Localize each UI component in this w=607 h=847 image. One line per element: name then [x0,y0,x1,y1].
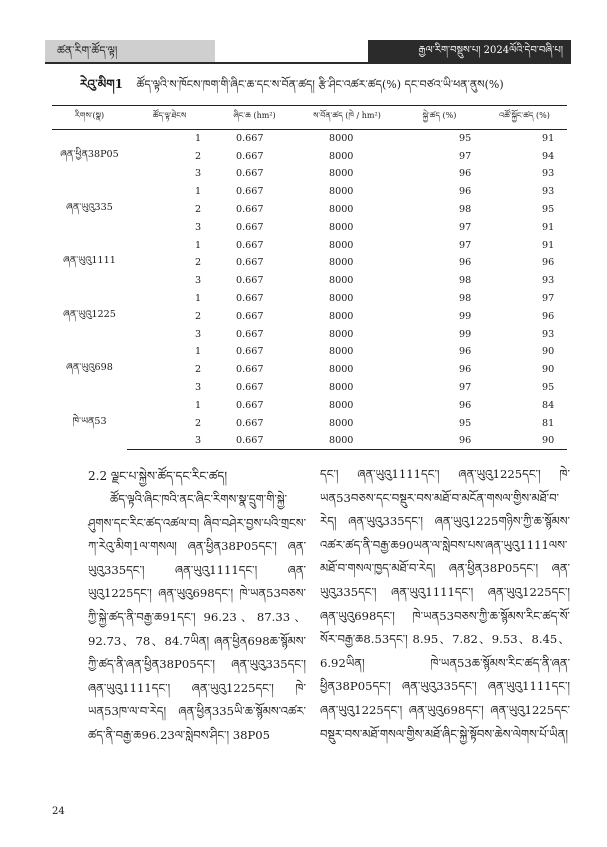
cell-area: 0.667 [236,417,264,429]
cell-area: 0.667 [236,239,264,251]
cell-density: 8000 [329,221,354,233]
header-germination: སྐྱེ་ཚད (%) [397,106,482,130]
running-header-right: རྒྱལ་རིག་བསྡུས་པ། 2024ལོའི་དེབ་བཞི་པ། [368,40,571,62]
cell-density: 8000 [329,239,354,251]
cell-area: 0.667 [236,293,264,305]
body-left-column: ཚོད་ལྟའི་ཞིང་ཁའི་ནང་ཞིང་རིགས་སྣ་དྲུག་གི་སྐྱེ་ཤུགས་དང་རིང་ཚད་འཚལ་བ། ཞིབ་བཤེར་བྱས་པའི་གྲངས་ཀ་རེའུ་མིག1ལ་གསལ། ཞན་ཕྱིན38P05དང་། ཞན་ཡུའུ335དང་། ཞན་ཡུའུ1111དང་། ཞན་ཡུའུ1225དང་། ཞན་ཡུའུ698དང་། ཁེ་ཡན53བཅས་ཀྱི་སྐྱེ་ཚད་ནི་བརྒྱ་ཆ91དང་། 96.23、87.33、92.73、78、84.7ཡིན། ཞན་ཕྱིན698ཆ་སྙོམས་ཀྱི་ཚད་ནི་ཞན་ཕྱིན38P05དང་། ཞན་ཡུའུ335དང་། ཞན་ཡུའུ1111དང་། ཞན་ཡུའུ1225དང་། ཁེ་ཡན53ཁ་ལ་བ་རེད། ཞན་ཕྱིན335ཡི་ཆ་སྙོམས་འཚར་ཚད་ནི་བརྒྱ་ཆ96.23ལ་སླེབས་ཤིང་། 38P05 [88,492,306,742]
table-body [52,130,567,450]
table-row [52,272,567,290]
table-row [52,236,567,254]
cell-replicate: 3 [195,328,202,340]
table-row [52,325,567,343]
cell-rate: 96 [542,310,555,322]
cell-density: 8000 [329,364,354,376]
cell-rate: 91 [542,221,555,233]
table-row [52,254,567,272]
cell-germination: 96 [459,168,472,180]
table-row [52,130,567,148]
cell-area: 0.667 [236,186,264,198]
cell-replicate: 2 [195,257,202,269]
cell-germination: 97 [459,382,472,394]
cell-rate: 81 [542,417,555,429]
cell-density: 8000 [329,399,354,411]
cell-replicate: 1 [195,133,202,145]
cell-area: 0.667 [236,168,264,180]
table-row [52,414,567,432]
cell-replicate: 3 [195,221,202,233]
header-species: རིགས་(སྣ) [52,106,127,130]
cell-rate: 94 [542,150,555,162]
cell-germination: 97 [459,221,472,233]
cell-species: ཞན་ཡུའུ335 [66,202,113,214]
cell-density: 8000 [329,257,354,269]
table-row [52,290,567,308]
table-row [52,396,567,414]
header-replicate: ཚོད་ལྟ་ཐེངས [127,106,212,130]
cell-area: 0.667 [236,133,264,145]
cell-germination: 95 [459,417,472,429]
cell-germination: 99 [459,328,472,340]
cell-species: ཞན་ཕྱིན38P05 [60,148,119,160]
cell-replicate: 1 [195,399,202,411]
cell-replicate: 3 [195,382,202,394]
cell-area: 0.667 [236,328,264,340]
cell-rate: 84 [542,399,555,411]
cell-replicate: 2 [195,310,202,322]
cell-germination: 96 [459,257,472,269]
cell-area: 0.667 [236,310,264,322]
cell-replicate: 1 [195,239,202,251]
cell-germination: 96 [397,432,482,450]
cell-germination: 96 [459,364,472,376]
cell-rate: 93 [542,328,555,340]
cell-density: 8000 [329,150,354,162]
table-row [52,343,567,361]
cell-replicate: 2 [195,364,202,376]
cell-density: 8000 [297,432,397,450]
cell-rate: 90 [482,432,567,450]
cell-germination: 98 [459,293,472,305]
cell-density: 8000 [329,186,354,198]
cell-replicate: 3 [127,432,212,450]
cell-germination: 99 [459,310,472,322]
table-caption [80,74,560,95]
section-heading: 2.2 ལྗང་པ་སྐྱེས་ཚོད་དང་རིང་ཚད། [88,469,227,483]
cell-replicate: 2 [195,150,202,162]
table-row [52,361,567,379]
cell-rate: 90 [542,364,555,376]
header-area: ཞིང་ཆ (hm²) [212,106,297,130]
cell-density: 8000 [329,417,354,429]
cell-replicate: 2 [195,417,202,429]
cell-density: 8000 [329,328,354,340]
cell-area: 0.667 [236,382,264,394]
table-row [52,379,567,397]
cell-area: 0.667 [236,275,264,287]
cell-area: 0.667 [236,399,264,411]
cell-rate: 93 [542,168,555,180]
table-row [52,165,567,183]
cell-rate: 91 [542,239,555,251]
table-row [52,201,567,219]
cell-rate: 90 [542,346,555,358]
cell-area: 0.667 [236,204,264,216]
cell-germination: 96 [459,399,472,411]
page-number: 24 [52,806,65,817]
cell-rate: 93 [542,275,555,287]
cell-replicate: 3 [195,168,202,180]
cell-species: ཞན་ཡུའུ1225 [63,308,116,320]
cell-rate: 91 [542,133,555,145]
cell-rate: 93 [542,186,555,198]
running-header-left: ཚན་རིག་ཚོད་ལྟ། [45,40,215,62]
cell-density: 8000 [329,204,354,216]
cell-area: 0.667 [212,432,297,450]
cell-rate: 95 [542,382,555,394]
cell-replicate: 1 [195,186,202,198]
cell-density: 8000 [329,275,354,287]
table-row [52,218,567,236]
cell-rate: 95 [542,204,555,216]
cell-germination: 97 [459,239,472,251]
cell-germination: 96 [459,186,472,198]
table-row [52,147,567,165]
cell-germination: 95 [459,133,472,145]
cell-density: 8000 [329,168,354,180]
cell-replicate: 1 [195,293,202,305]
cell-replicate: 2 [195,204,202,216]
table-row [52,307,567,325]
cell-density: 8000 [329,382,354,394]
cell-rate: 97 [542,293,555,305]
cell-germination: 98 [459,275,472,287]
cell-rate: 96 [542,257,555,269]
cell-area: 0.667 [236,257,264,269]
header-density: ས་བོན་ཚད (ཁེ / hm²) [297,106,397,130]
cell-germination: 98 [459,204,472,216]
cell-density: 8000 [329,346,354,358]
cell-species: ཞན་ཡུའུ1111 [63,255,116,267]
cell-area: 0.667 [236,364,264,376]
cell-species: ཞན་ཡུའུ698 [66,362,113,374]
cell-germination: 97 [459,150,472,162]
data-table [52,105,567,450]
cell-density: 8000 [329,310,354,322]
body-right-column: དང་། ཞན་ཡུའུ1111དང་། ཞན་ཡུའུ1225དང་། ཁེ་ཡན53བཅས་དང་བསྡུར་བས་མཐོ་བ་མངོན་གསལ་གྱིས་མཐོ་བ་རེད། ཞན་ཡུའུ335དང་། ཞན་ཡུའུ1225གཉིས་ཀྱི་ཆ་སྙོམས་འཚར་ཚད་ནི་བརྒྱ་ཆ90ཡན་ལ་སླེབས་པས་ཞན་ཡུའུ1111ལས་མཐོ་བ་གསལ་ཁྱད་མཐོ་བ་རེད། ཞན་ཕྱིན38P05དང་། ཞན་ཡུའུ335དང་། ཞན་ཡུའུ1111དང་། ཞན་ཡུའུ1225དང་། ཞན་ཡུའུ698དང་། ཁེ་ཡན53བཅས་ཀྱི་ཆ་སྙོམས་རིང་ཚད་སོ་སོར་བརྒྱ་ཆ8.53དང་། 8.95、7.82、9.53、8.45、6.92ཡིན། ཁེ་ཡན53ཆ་སྙོམས་རིང་ཚད་ནི་ཞན་ཕྱིན38P05དང་། ཞན་ཡུའུ335དང་། ཞན་ཡུའུ1111དང་། ཞན་ཡུའུ1225དང་། ཞན་ཡུའུ698དང་། ཞན་ཡུའུ1225དང་བསྡུར་བས་མཐོ་གསལ་གྱིས་མཐོ་ཞིང་སྐྱེ་སྟོབས་ཆེས་ལེགས་པོ་ཡིན། [320,467,570,741]
cell-species: ཁེ་ཡན53 [72,415,107,427]
table-caption-text: ཚོད་ལྟའི་ས་ཁོངས་ཁག་གི་ཞིང་ཆ་དང་ས་བོན་ཚད། རྩི་ཤིང་འཚར་ཚད(%) དང་བཙའ་ཡི་ཕན་ནུས(%) [136,78,504,91]
cell-density: 8000 [329,293,354,305]
cell-germination: 96 [459,346,472,358]
table-row [52,432,567,450]
table-row [52,183,567,201]
table-header-row [52,106,567,130]
cell-area: 0.667 [236,150,264,162]
cell-density: 8000 [329,133,354,145]
cell-area: 0.667 [236,221,264,233]
table-caption-label: རེའུ་མིག1 [80,77,124,91]
header-rate: འཚོ་སྐྱོང་ཚད (%) [482,106,567,130]
cell-replicate: 1 [195,346,202,358]
cell-replicate: 3 [195,275,202,287]
header-rule [45,62,571,64]
cell-area: 0.667 [236,346,264,358]
